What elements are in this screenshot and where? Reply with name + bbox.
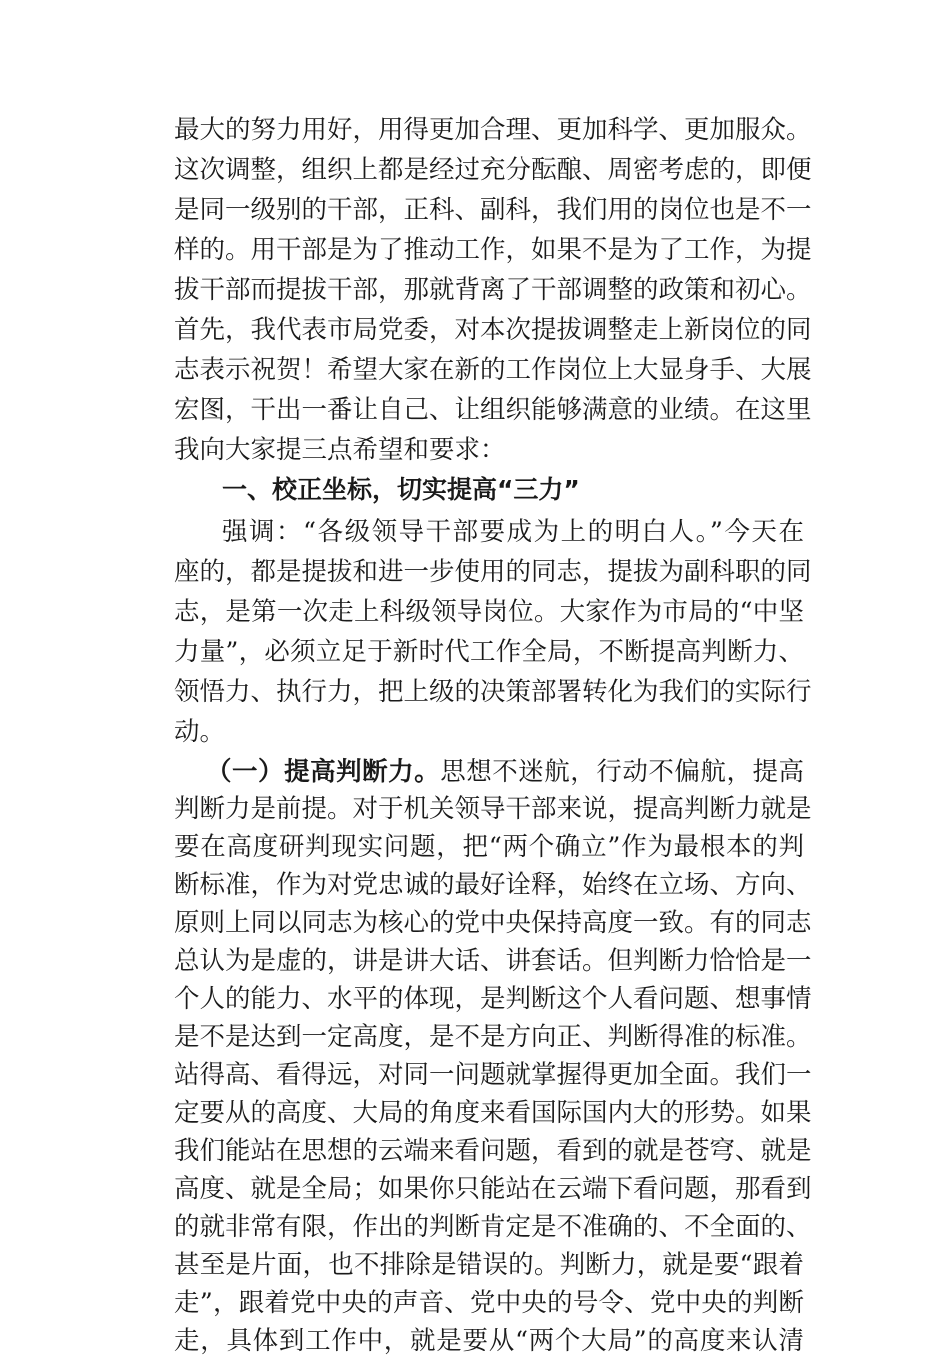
paragraph-line: 力量”，必须立足于新时代工作全局，不断提高判断力、: [174, 637, 804, 667]
paragraph-line: 志表示祝贺！希望大家在新的工作岗位上大显身手、大展: [174, 355, 812, 385]
paragraph-line: 这次调整，组织上都是经过充分酝酿、周密考虑的，即便: [174, 155, 812, 185]
paragraph-line: 断标准，作为对党忠诚的最好诠释，始终在立场、方向、: [174, 870, 812, 900]
paragraph-line: 原则上同以同志为核心的党中央保持高度一致。有的同志: [174, 908, 812, 938]
paragraph-line: 高度、就是全局；如果你只能站在云端下看问题，那看到: [174, 1174, 812, 1204]
paragraph-line: 拔干部而提拔干部，那就背离了干部调整的政策和初心。: [174, 275, 812, 305]
paragraph-line: 走”，跟着党中央的声音、党中央的号令、党中央的判断: [174, 1288, 804, 1318]
paragraph-line: 走，具体到工作中，就是要从“两个大局”的高度来认清: [174, 1326, 804, 1356]
paragraph-line-text: 思想不迷航，行动不偏航，提高: [440, 757, 804, 787]
paragraph-line: 最大的努力用好，用得更加合理、更加科学、更加服众。: [174, 115, 812, 145]
paragraph-line: 定要从的高度、大局的角度来看国际国内大的形势。如果: [174, 1098, 812, 1128]
paragraph-line: 座的，都是提拔和进一步使用的同志，提拔为副科职的同: [174, 557, 812, 587]
subsection-lead: （一）提高判断力。: [206, 757, 441, 787]
paragraph-line: 强调：“各级领导干部要成为上的明白人。”今天在: [222, 517, 804, 547]
paragraph-line: 宏图，干出一番让自己、让组织能够满意的业绩。在这里: [174, 395, 812, 425]
paragraph-line: 志，是第一次走上科级领导岗位。大家作为市局的“中坚: [174, 597, 804, 627]
paragraph-line: 样的。用干部是为了推动工作，如果不是为了工作，为提: [174, 235, 812, 265]
paragraph-line: [206, 752, 804, 792]
paragraph-line: 甚至是片面，也不排除是错误的。判断力，就是要“跟着: [174, 1250, 804, 1280]
paragraph-line: 要在高度研判现实问题，把“两个确立”作为最根本的判: [174, 832, 804, 862]
paragraph-line: 首先，我代表市局党委，对本次提拔调整走上新岗位的同: [174, 315, 812, 345]
paragraph-line: 我们能站在思想的云端来看问题，看到的就是苍穹、就是: [174, 1136, 812, 1166]
paragraph-line: 是不是达到一定高度，是不是方向正、判断得准的标准。: [174, 1022, 812, 1052]
section-heading: 一、校正坐标，切实提高“三力”: [222, 475, 580, 504]
paragraph-line: 动。: [174, 717, 226, 747]
paragraph-line: 我向大家提三点希望和要求：: [174, 435, 506, 465]
paragraph-line: 总认为是虚的，讲是讲大话、讲套话。但判断力恰恰是一: [174, 946, 812, 976]
paragraph-line: 的就非常有限，作出的判断肯定是不准确的、不全面的、: [174, 1212, 812, 1242]
paragraph-line: 站得高、看得远，对同一问题就掌握得更加全面。我们一: [174, 1060, 812, 1090]
paragraph-line: 判断力是前提。对于机关领导干部来说，提高判断力就是: [174, 794, 812, 824]
paragraph-line: 是同一级别的干部，正科、副科，我们用的岗位也是不一: [174, 195, 812, 225]
paragraph-line: 领悟力、执行力，把上级的决策部署转化为我们的实际行: [174, 677, 812, 707]
paragraph-line: 个人的能力、水平的体现，是判断这个人看问题、想事情: [174, 984, 812, 1014]
